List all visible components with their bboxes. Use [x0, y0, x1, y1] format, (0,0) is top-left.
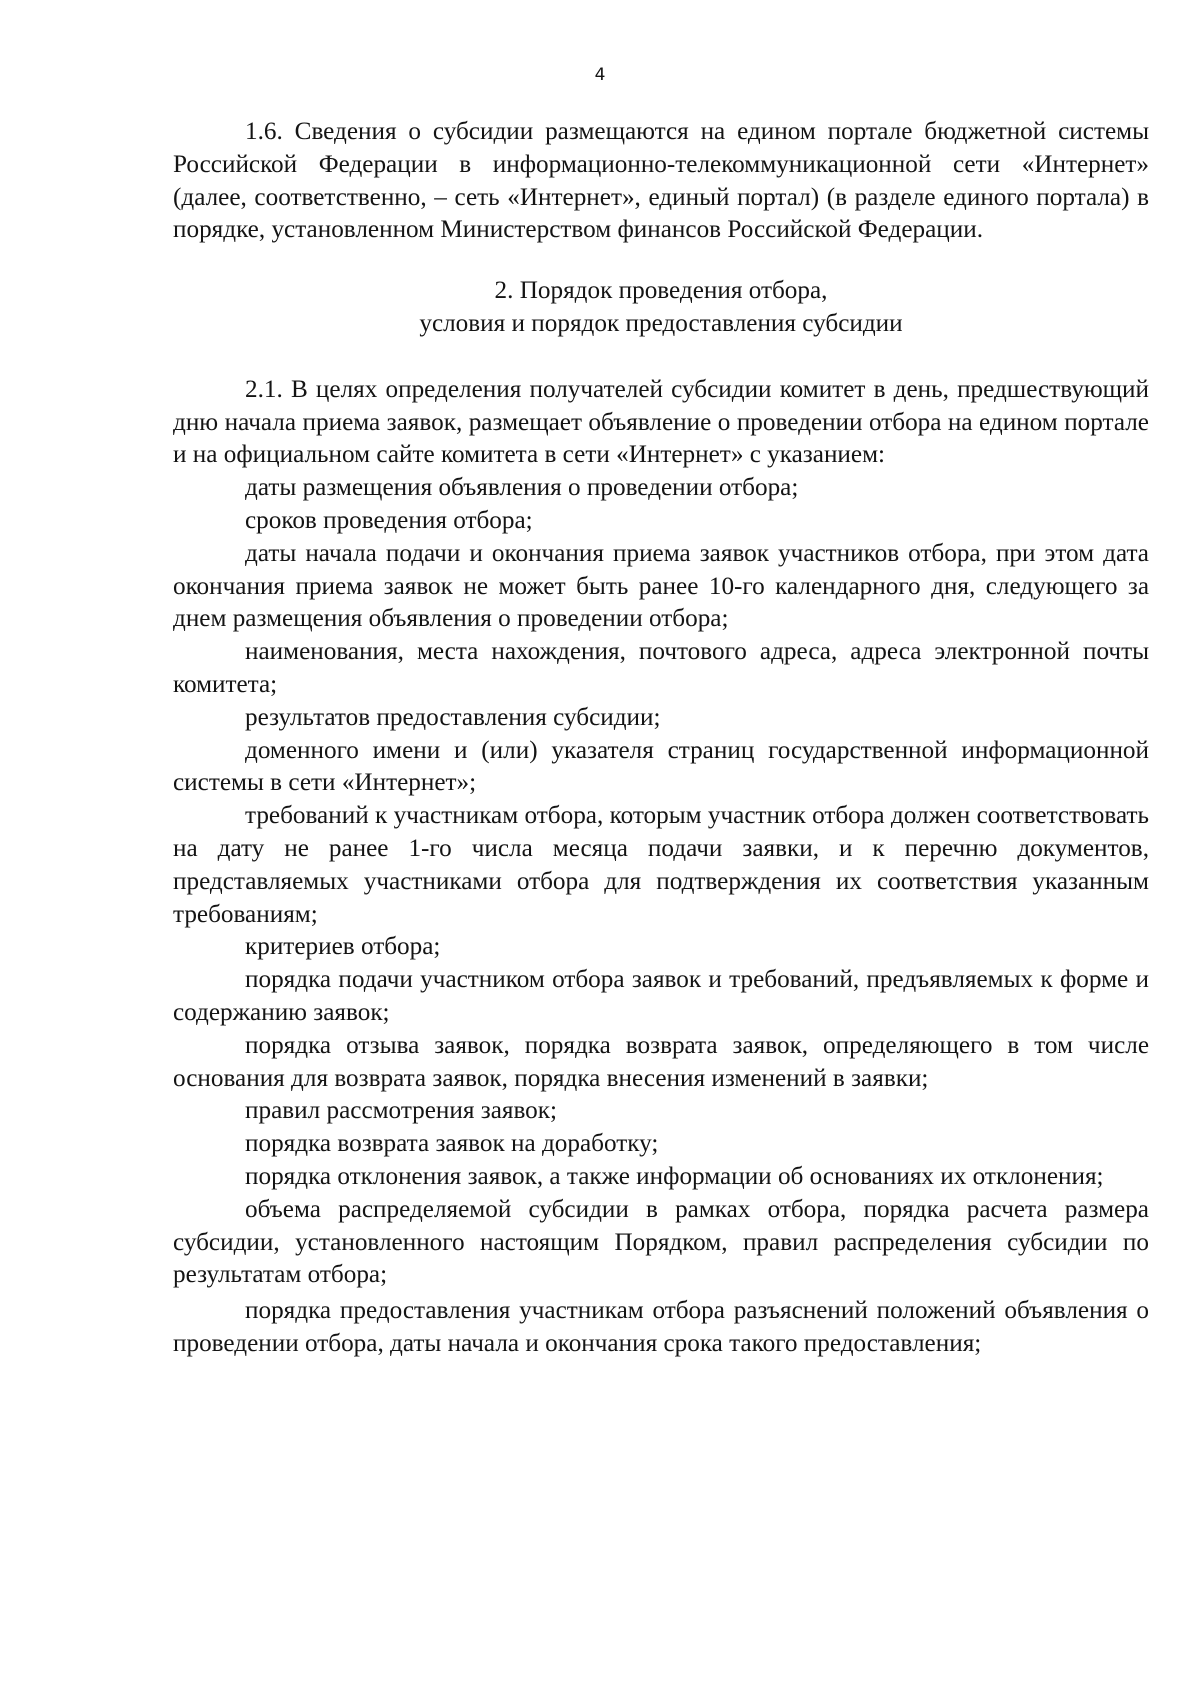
list-item: даты размещения объявления о проведении отбора;: [245, 474, 799, 502]
list-item: даты начала подачи и окончания приема заявок участников отбора, при этом дата окончания приема заявок не может быть ранее 10-го календарного дня, следующего за днем размещения объявления о проведении отбора;: [173, 539, 1149, 633]
list-item: порядка отзыва заявок, порядка возврата заявок, определяющего в том числе основания для возврата заявок, порядка внесения изменений в заявки;: [173, 1031, 1149, 1092]
list-item: порядка предоставления участникам отбора разъяснений положений объявления о проведении отбора, даты начала и окончания срока такого предоставления;: [173, 1297, 1149, 1357]
list-item: критериев отбора;: [245, 933, 441, 961]
list-item: порядка отклонения заявок, а также информации об основаниях их отклонения;: [245, 1162, 1104, 1190]
page-number: 4: [594, 65, 606, 85]
section-heading-line-2: условия и порядок предоставления субсидии: [419, 309, 903, 337]
paragraph-2-1: 2.1. В целях определения получателей субсидии комитет в день, предшествующий дню начала приема заявок, размещает объявление о проведении отбора на едином портале и на официальном сайте комитета в сети «Интернет» с указанием:: [173, 375, 1149, 469]
document-body: [173, 116, 1149, 1361]
list-item: объема распределяемой субсидии в рамках отбора, порядка расчета размера субсидии, установленного настоящим Порядком, правил распределения субсидии по результатам отбора;: [173, 1195, 1149, 1289]
list-item: правил рассмотрения заявок;: [245, 1097, 558, 1125]
list-item: результатов предоставления субсидии;: [245, 703, 661, 731]
paragraph-1-6: 1.6. Сведения о субсидии размещаются на едином портале бюджетной системы Российской Федерации в информационно-телекоммуникационной сети «Интернет» (далее, соответственно, – сеть «Интернет», единый портал) (в разделе единого портала) в порядке, установленном Министерством финансов Российской Федерации.: [173, 118, 1149, 244]
list-item: наименования, места нахождения, почтового адреса, адреса электронной почты комитета;: [173, 638, 1149, 698]
list-item: порядка возврата заявок на доработку;: [245, 1130, 659, 1158]
announcement-items-list: [173, 472, 1149, 1361]
list-item: требований к участникам отбора, которым участник отбора должен соответствовать на дату не ранее 1-го числа месяца подачи заявки, и к перечню документов, представляемых участниками отбора для подтверждения их соответствия указанным требованиям;: [173, 802, 1149, 928]
list-item: сроков проведения отбора;: [245, 506, 533, 534]
section-heading-line-1: 2. Порядок проведения отбора,: [494, 277, 828, 305]
list-item: доменного имени и (или) указателя страниц государственной информационной системы в сети «Интернет»;: [173, 736, 1149, 797]
section-heading: [173, 275, 1149, 341]
list-item: порядка подачи участником отбора заявок и требований, предъявляемых к форме и содержанию заявок;: [173, 966, 1149, 1026]
